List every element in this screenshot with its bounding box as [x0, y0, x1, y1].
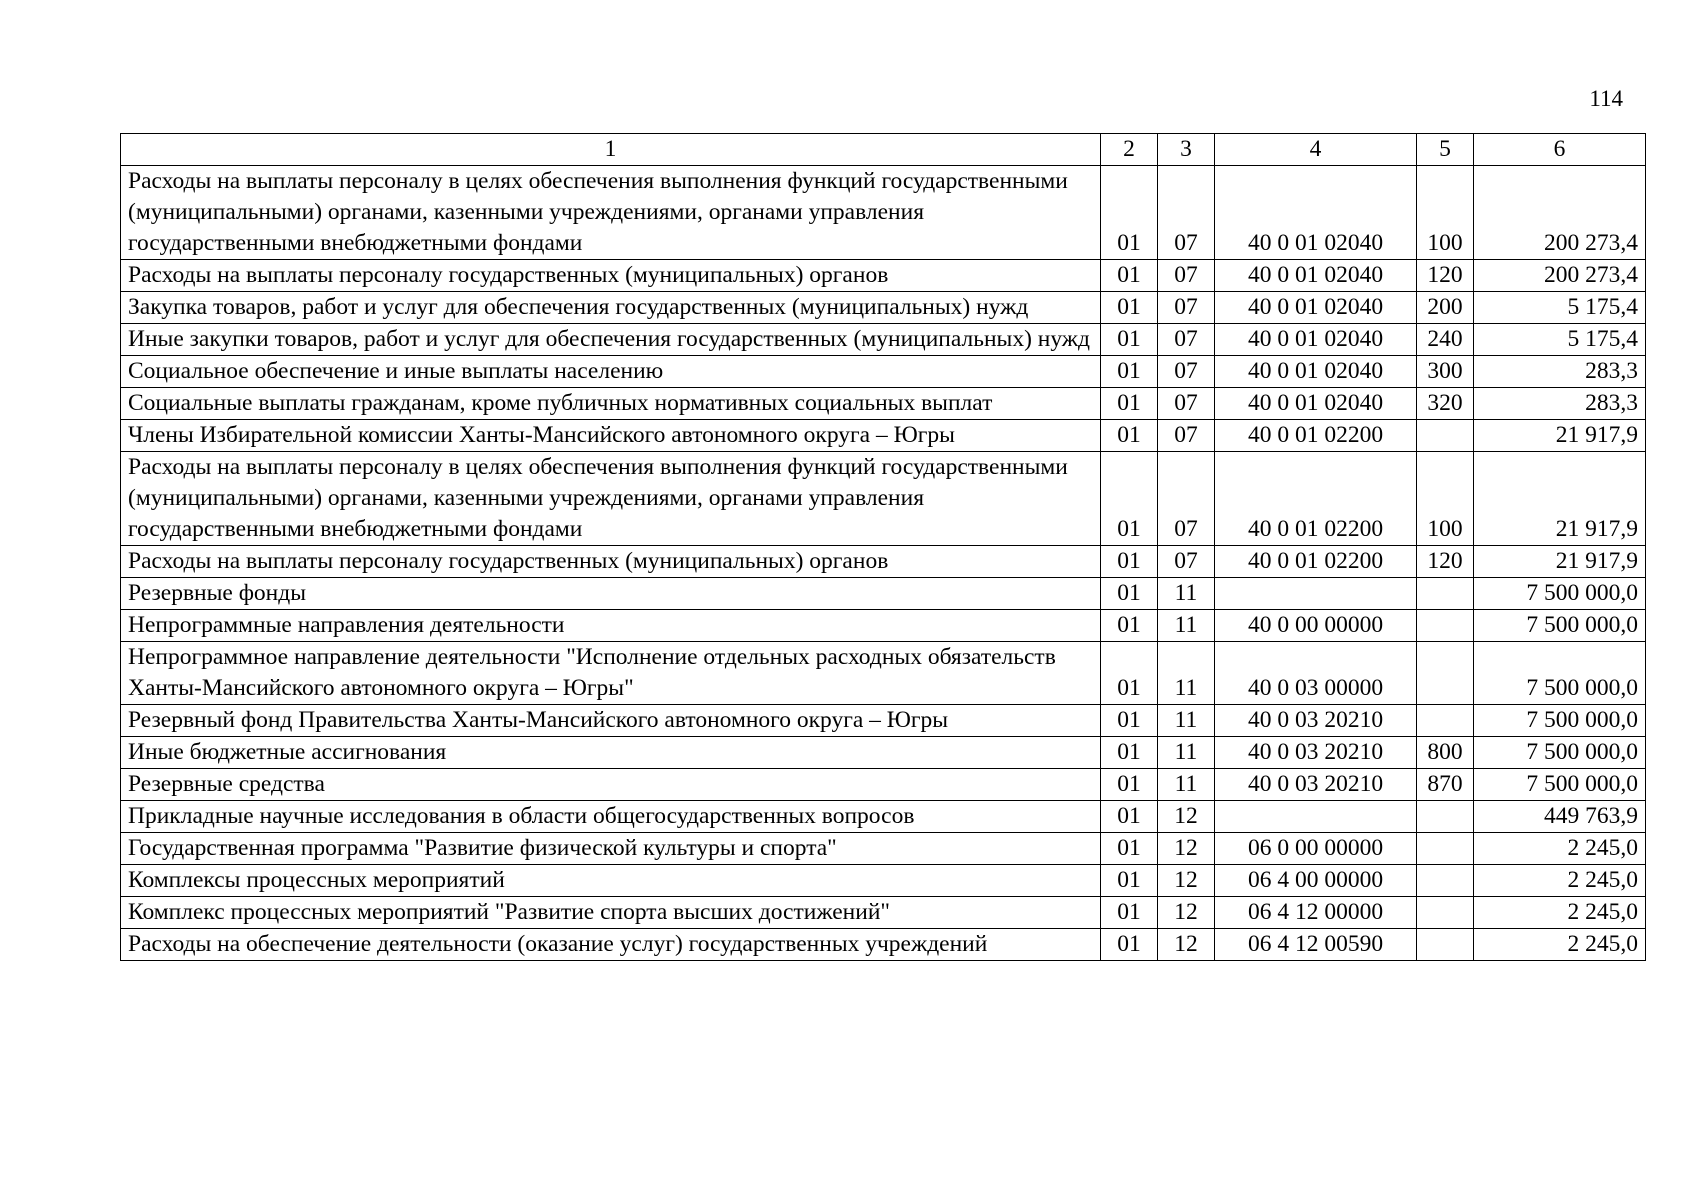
expense-type-cell: 870: [1417, 769, 1474, 801]
target-article-cell: 40 0 03 20210: [1215, 705, 1417, 737]
table-row: [121, 737, 1646, 769]
expense-name-cell: Расходы на обеспечение деятельности (оказание услуг) государственных учреждений: [121, 929, 1101, 961]
expense-name-cell: Расходы на выплаты персоналу государственных (муниципальных) органов: [121, 260, 1101, 292]
amount-cell: 2 245,0: [1474, 865, 1646, 897]
section-code-cell: 01: [1101, 705, 1158, 737]
amount-cell: 7 500 000,0: [1474, 642, 1646, 705]
section-code-cell: 01: [1101, 769, 1158, 801]
section-code-cell: 01: [1101, 546, 1158, 578]
header-cell: 2: [1101, 134, 1158, 166]
subsection-code-cell: 12: [1158, 897, 1215, 929]
page-number: 114: [1589, 86, 1623, 111]
target-article-cell: 40 0 01 02040: [1215, 356, 1417, 388]
section-code-cell: 01: [1101, 737, 1158, 769]
target-article-cell: [1215, 578, 1417, 610]
expense-name-cell: Резервный фонд Правительства Ханты-Мансийского автономного округа – Югры: [121, 705, 1101, 737]
subsection-code-cell: 07: [1158, 388, 1215, 420]
section-code-cell: 01: [1101, 833, 1158, 865]
target-article-cell: 40 0 03 00000: [1215, 642, 1417, 705]
section-code-cell: 01: [1101, 260, 1158, 292]
target-article-cell: 06 0 00 00000: [1215, 833, 1417, 865]
expense-type-cell: 320: [1417, 388, 1474, 420]
expense-name-cell: Государственная программа "Развитие физической культуры и спорта": [121, 833, 1101, 865]
table-row: [121, 610, 1646, 642]
amount-cell: 5 175,4: [1474, 324, 1646, 356]
target-article-cell: 40 0 01 02200: [1215, 546, 1417, 578]
table-row: [121, 705, 1646, 737]
expense-name-cell: Закупка товаров, работ и услуг для обеспечения государственных (муниципальных) нужд: [121, 292, 1101, 324]
expense-type-cell: 300: [1417, 356, 1474, 388]
expense-name-cell: Комплексы процессных мероприятий: [121, 865, 1101, 897]
amount-cell: 7 500 000,0: [1474, 769, 1646, 801]
section-code-cell: 01: [1101, 292, 1158, 324]
section-code-cell: 01: [1101, 324, 1158, 356]
table-row: [121, 578, 1646, 610]
expense-name-cell: Иные закупки товаров, работ и услуг для обеспечения государственных (муниципальных) нужд: [121, 324, 1101, 356]
section-code-cell: 01: [1101, 420, 1158, 452]
amount-cell: 21 917,9: [1474, 420, 1646, 452]
header-cell: 4: [1215, 134, 1417, 166]
expense-type-cell: [1417, 897, 1474, 929]
expense-name-cell: Социальные выплаты гражданам, кроме публичных нормативных социальных выплат: [121, 388, 1101, 420]
subsection-code-cell: 11: [1158, 737, 1215, 769]
header-cell: 5: [1417, 134, 1474, 166]
amount-cell: 7 500 000,0: [1474, 610, 1646, 642]
section-code-cell: 01: [1101, 388, 1158, 420]
subsection-code-cell: 07: [1158, 292, 1215, 324]
expense-type-cell: [1417, 420, 1474, 452]
amount-cell: 21 917,9: [1474, 452, 1646, 546]
expense-name-cell: Резервные фонды: [121, 578, 1101, 610]
subsection-code-cell: 11: [1158, 578, 1215, 610]
subsection-code-cell: 11: [1158, 610, 1215, 642]
target-article-cell: 40 0 01 02200: [1215, 452, 1417, 546]
expense-type-cell: [1417, 929, 1474, 961]
target-article-cell: 40 0 03 20210: [1215, 769, 1417, 801]
table-row: [121, 324, 1646, 356]
subsection-code-cell: 07: [1158, 324, 1215, 356]
expense-name-cell: Прикладные научные исследования в области общегосударственных вопросов: [121, 801, 1101, 833]
table-row: [121, 801, 1646, 833]
section-code-cell: 01: [1101, 897, 1158, 929]
section-code-cell: 01: [1101, 610, 1158, 642]
target-article-cell: 06 4 12 00000: [1215, 897, 1417, 929]
amount-cell: 200 273,4: [1474, 260, 1646, 292]
header-cell: 6: [1474, 134, 1646, 166]
expense-type-cell: [1417, 801, 1474, 833]
table-row: [121, 260, 1646, 292]
expense-name-cell: Расходы на выплаты персоналу государственных (муниципальных) органов: [121, 546, 1101, 578]
amount-cell: 2 245,0: [1474, 897, 1646, 929]
table-row: [121, 769, 1646, 801]
amount-cell: 21 917,9: [1474, 546, 1646, 578]
section-code-cell: 01: [1101, 166, 1158, 260]
target-article-cell: 40 0 01 02040: [1215, 166, 1417, 260]
subsection-code-cell: 07: [1158, 452, 1215, 546]
subsection-code-cell: 07: [1158, 546, 1215, 578]
expense-name-cell: Расходы на выплаты персоналу в целях обеспечения выполнения функций государственными (муниципальными) органами, казенными учреждениями, органами управления государственными внебюджетными фондами: [121, 452, 1101, 546]
target-article-cell: 06 4 12 00590: [1215, 929, 1417, 961]
subsection-code-cell: 07: [1158, 356, 1215, 388]
table-body: [121, 166, 1646, 961]
header-cell: 1: [121, 134, 1101, 166]
subsection-code-cell: 12: [1158, 929, 1215, 961]
amount-cell: 7 500 000,0: [1474, 578, 1646, 610]
expense-type-cell: 120: [1417, 546, 1474, 578]
expense-type-cell: [1417, 610, 1474, 642]
table-row: [121, 865, 1646, 897]
subsection-code-cell: 12: [1158, 833, 1215, 865]
subsection-code-cell: 11: [1158, 769, 1215, 801]
table-row: [121, 452, 1646, 546]
section-code-cell: 01: [1101, 929, 1158, 961]
expense-name-cell: Непрограммные направления деятельности: [121, 610, 1101, 642]
target-article-cell: 40 0 01 02040: [1215, 388, 1417, 420]
subsection-code-cell: 11: [1158, 705, 1215, 737]
expense-type-cell: 100: [1417, 452, 1474, 546]
target-article-cell: 40 0 03 20210: [1215, 737, 1417, 769]
expense-name-cell: Социальное обеспечение и иные выплаты населению: [121, 356, 1101, 388]
subsection-code-cell: 12: [1158, 865, 1215, 897]
expense-type-cell: [1417, 642, 1474, 705]
expense-type-cell: [1417, 865, 1474, 897]
expense-type-cell: 100: [1417, 166, 1474, 260]
expense-name-cell: Непрограммное направление деятельности "Исполнение отдельных расходных обязательств Ханты-Мансийского автономного округа – Югры": [121, 642, 1101, 705]
expense-type-cell: [1417, 578, 1474, 610]
target-article-cell: 40 0 01 02040: [1215, 260, 1417, 292]
amount-cell: 7 500 000,0: [1474, 705, 1646, 737]
target-article-cell: [1215, 801, 1417, 833]
expense-name-cell: Расходы на выплаты персоналу в целях обеспечения выполнения функций государственными (муниципальными) органами, казенными учреждениями, органами управления государственными внебюджетными фондами: [121, 166, 1101, 260]
section-code-cell: 01: [1101, 865, 1158, 897]
subsection-code-cell: 07: [1158, 166, 1215, 260]
budget-table: [120, 133, 1646, 961]
amount-cell: 5 175,4: [1474, 292, 1646, 324]
amount-cell: 283,3: [1474, 356, 1646, 388]
section-code-cell: 01: [1101, 356, 1158, 388]
expense-type-cell: 200: [1417, 292, 1474, 324]
section-code-cell: 01: [1101, 642, 1158, 705]
table-row: [121, 166, 1646, 260]
subsection-code-cell: 12: [1158, 801, 1215, 833]
expense-type-cell: 240: [1417, 324, 1474, 356]
amount-cell: 200 273,4: [1474, 166, 1646, 260]
table-row: [121, 897, 1646, 929]
section-code-cell: 01: [1101, 801, 1158, 833]
table-row: [121, 292, 1646, 324]
subsection-code-cell: 07: [1158, 260, 1215, 292]
expense-name-cell: Члены Избирательной комиссии Ханты-Мансийского автономного округа – Югры: [121, 420, 1101, 452]
table-row: [121, 356, 1646, 388]
amount-cell: 2 245,0: [1474, 833, 1646, 865]
header-cell: 3: [1158, 134, 1215, 166]
subsection-code-cell: 11: [1158, 642, 1215, 705]
target-article-cell: 40 0 00 00000: [1215, 610, 1417, 642]
table-row: [121, 546, 1646, 578]
table-row: [121, 388, 1646, 420]
expense-type-cell: 800: [1417, 737, 1474, 769]
expense-name-cell: Комплекс процессных мероприятий "Развитие спорта высших достижений": [121, 897, 1101, 929]
table-row: [121, 420, 1646, 452]
target-article-cell: 40 0 01 02200: [1215, 420, 1417, 452]
target-article-cell: 06 4 00 00000: [1215, 865, 1417, 897]
amount-cell: 7 500 000,0: [1474, 737, 1646, 769]
section-code-cell: 01: [1101, 578, 1158, 610]
expense-name-cell: Иные бюджетные ассигнования: [121, 737, 1101, 769]
subsection-code-cell: 07: [1158, 420, 1215, 452]
target-article-cell: 40 0 01 02040: [1215, 292, 1417, 324]
amount-cell: 449 763,9: [1474, 801, 1646, 833]
amount-cell: 283,3: [1474, 388, 1646, 420]
expense-name-cell: Резервные средства: [121, 769, 1101, 801]
target-article-cell: 40 0 01 02040: [1215, 324, 1417, 356]
table-row: [121, 929, 1646, 961]
expense-type-cell: 120: [1417, 260, 1474, 292]
table-row: [121, 642, 1646, 705]
section-code-cell: 01: [1101, 452, 1158, 546]
expense-type-cell: [1417, 833, 1474, 865]
header-row: [121, 134, 1646, 166]
amount-cell: 2 245,0: [1474, 929, 1646, 961]
expense-type-cell: [1417, 705, 1474, 737]
table-row: [121, 833, 1646, 865]
